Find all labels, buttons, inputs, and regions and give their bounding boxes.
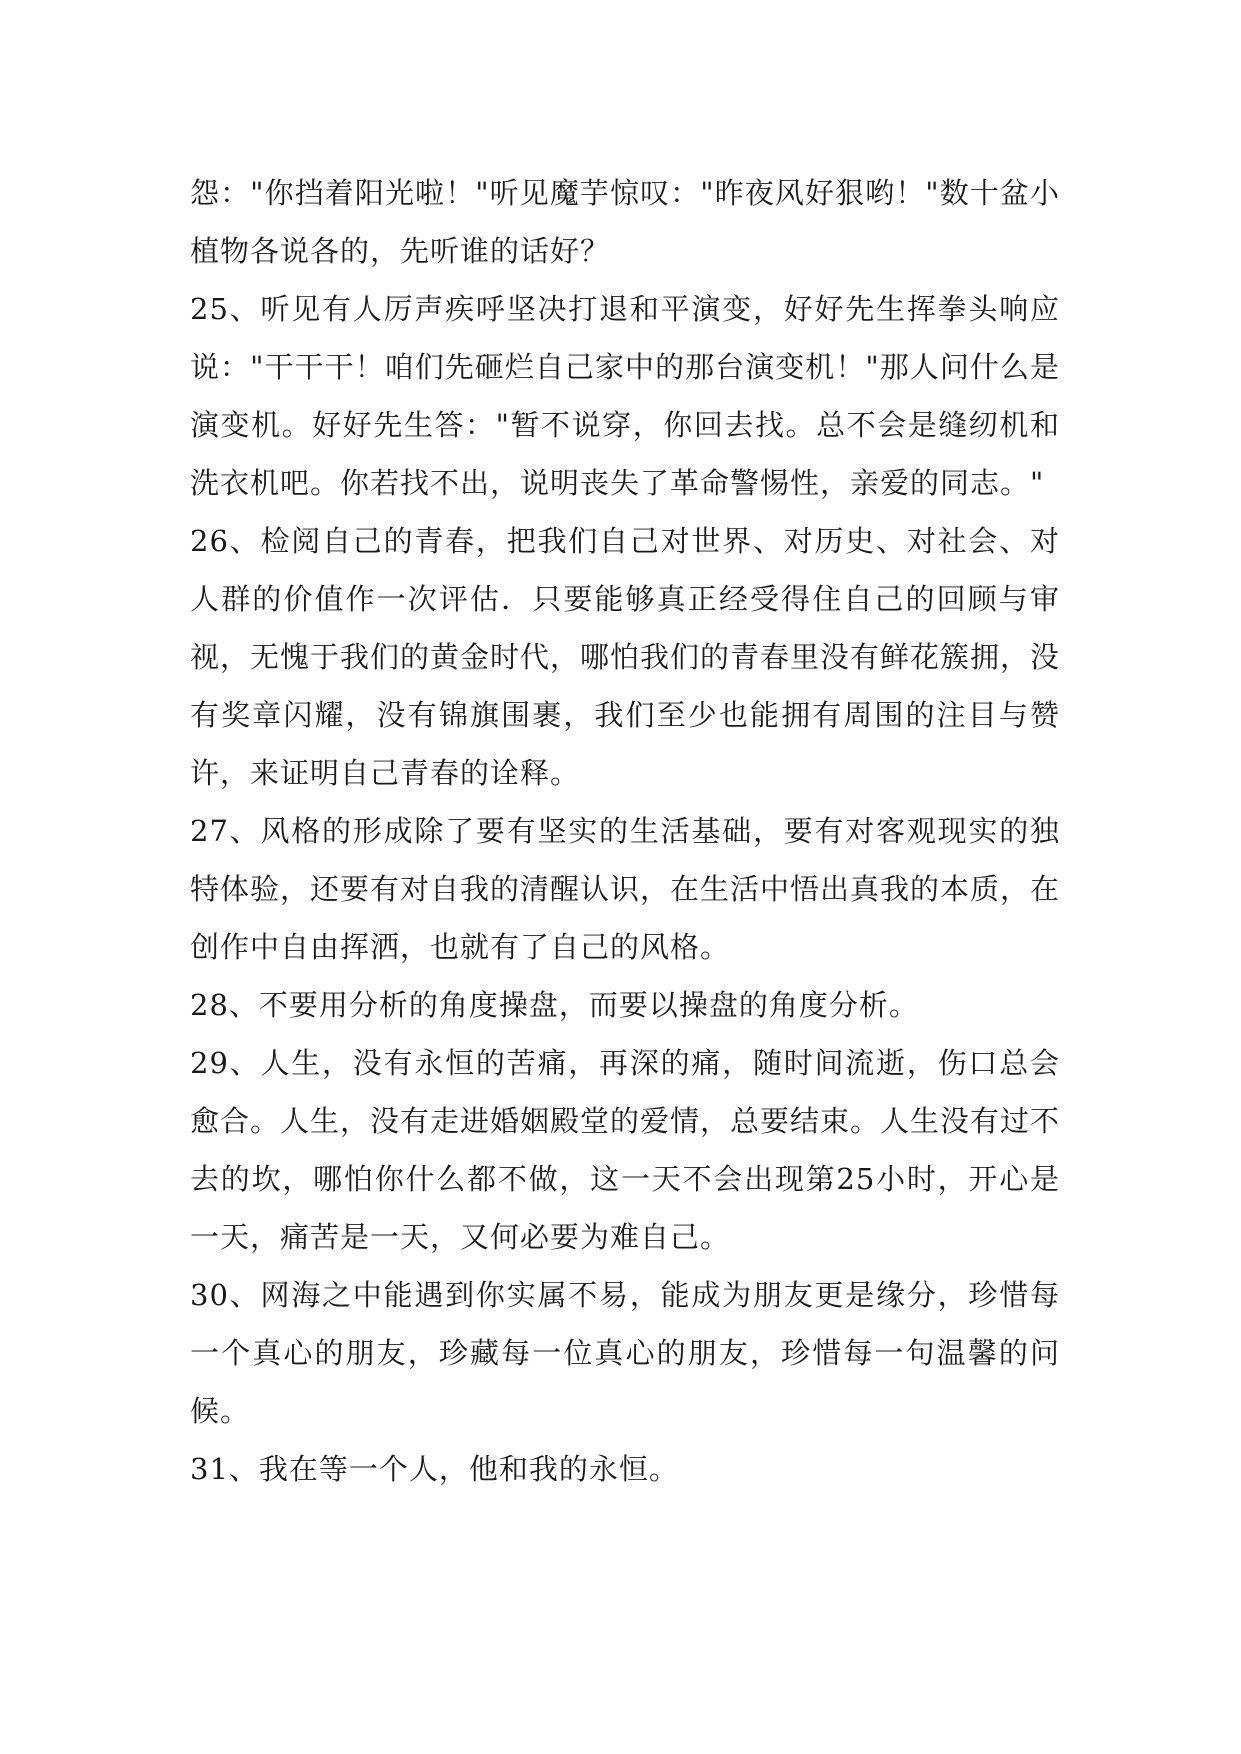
paragraph-25: 25、听见有人厉声疾呼坚决打退和平演变，好好先生挥拳头响应说："干干干！咱们先砸烂自己家中的那台演变机！"那人问什么是演变机。好好先生答："暂不说穿，你回去找。总不会是缝纫机和洗衣机吧。你若找不出，说明丧失了革命警惕性，亲爱的同志。" [190,292,1060,500]
paragraph-29: 29、人生，没有永恒的苦痛，再深的痛，随时间流逝，伤口总会愈合。人生，没有走进婚姻殿堂的爱情，总要结束。人生没有过不去的坎，哪怕你什么都不做，这一天不会出现第25小时，开心是一天，痛苦是一天，又何必要为难自己。 [190,1046,1061,1254]
paragraph-28: 28、不要用分析的角度操盘，而要以操盘的角度分析。 [190,988,919,1022]
paragraph-27: 27、风格的形成除了要有坚实的生活基础，要有对客观现实的独特体验，还要有对自我的清醒认识，在生活中悟出真我的本质，在创作中自由挥洒，也就有了自己的风格。 [190,814,1061,964]
paragraph-30: 30、网海之中能遇到你实属不易，能成为朋友更是缘分，珍惜每一个真心的朋友，珍藏每一位真心的朋友，珍惜每一句温馨的问候。 [190,1278,1060,1428]
paragraph-continuation: 怨："你挡着阳光啦！"听见魔芋惊叹："昨夜风好狠哟！"数十盆小植物各说各的，先听谁的话好？ [190,176,1060,268]
document-body [190,164,1060,1498]
paragraph-31: 31、我在等一个人，他和我的永恒。 [190,1452,679,1486]
paragraph-26: 26、检阅自己的青春，把我们自己对世界、对历史、对社会、对人群的价值作一次评估．只要能够真正经受得住自己的回顾与审视，无愧于我们的黄金时代，哪怕我们的青春里没有鲜花簇拥，没有奖章闪耀，没有锦旗围裹，我们至少也能拥有周围的注目与赞许，来证明自己青春的诠释。 [190,524,1061,790]
